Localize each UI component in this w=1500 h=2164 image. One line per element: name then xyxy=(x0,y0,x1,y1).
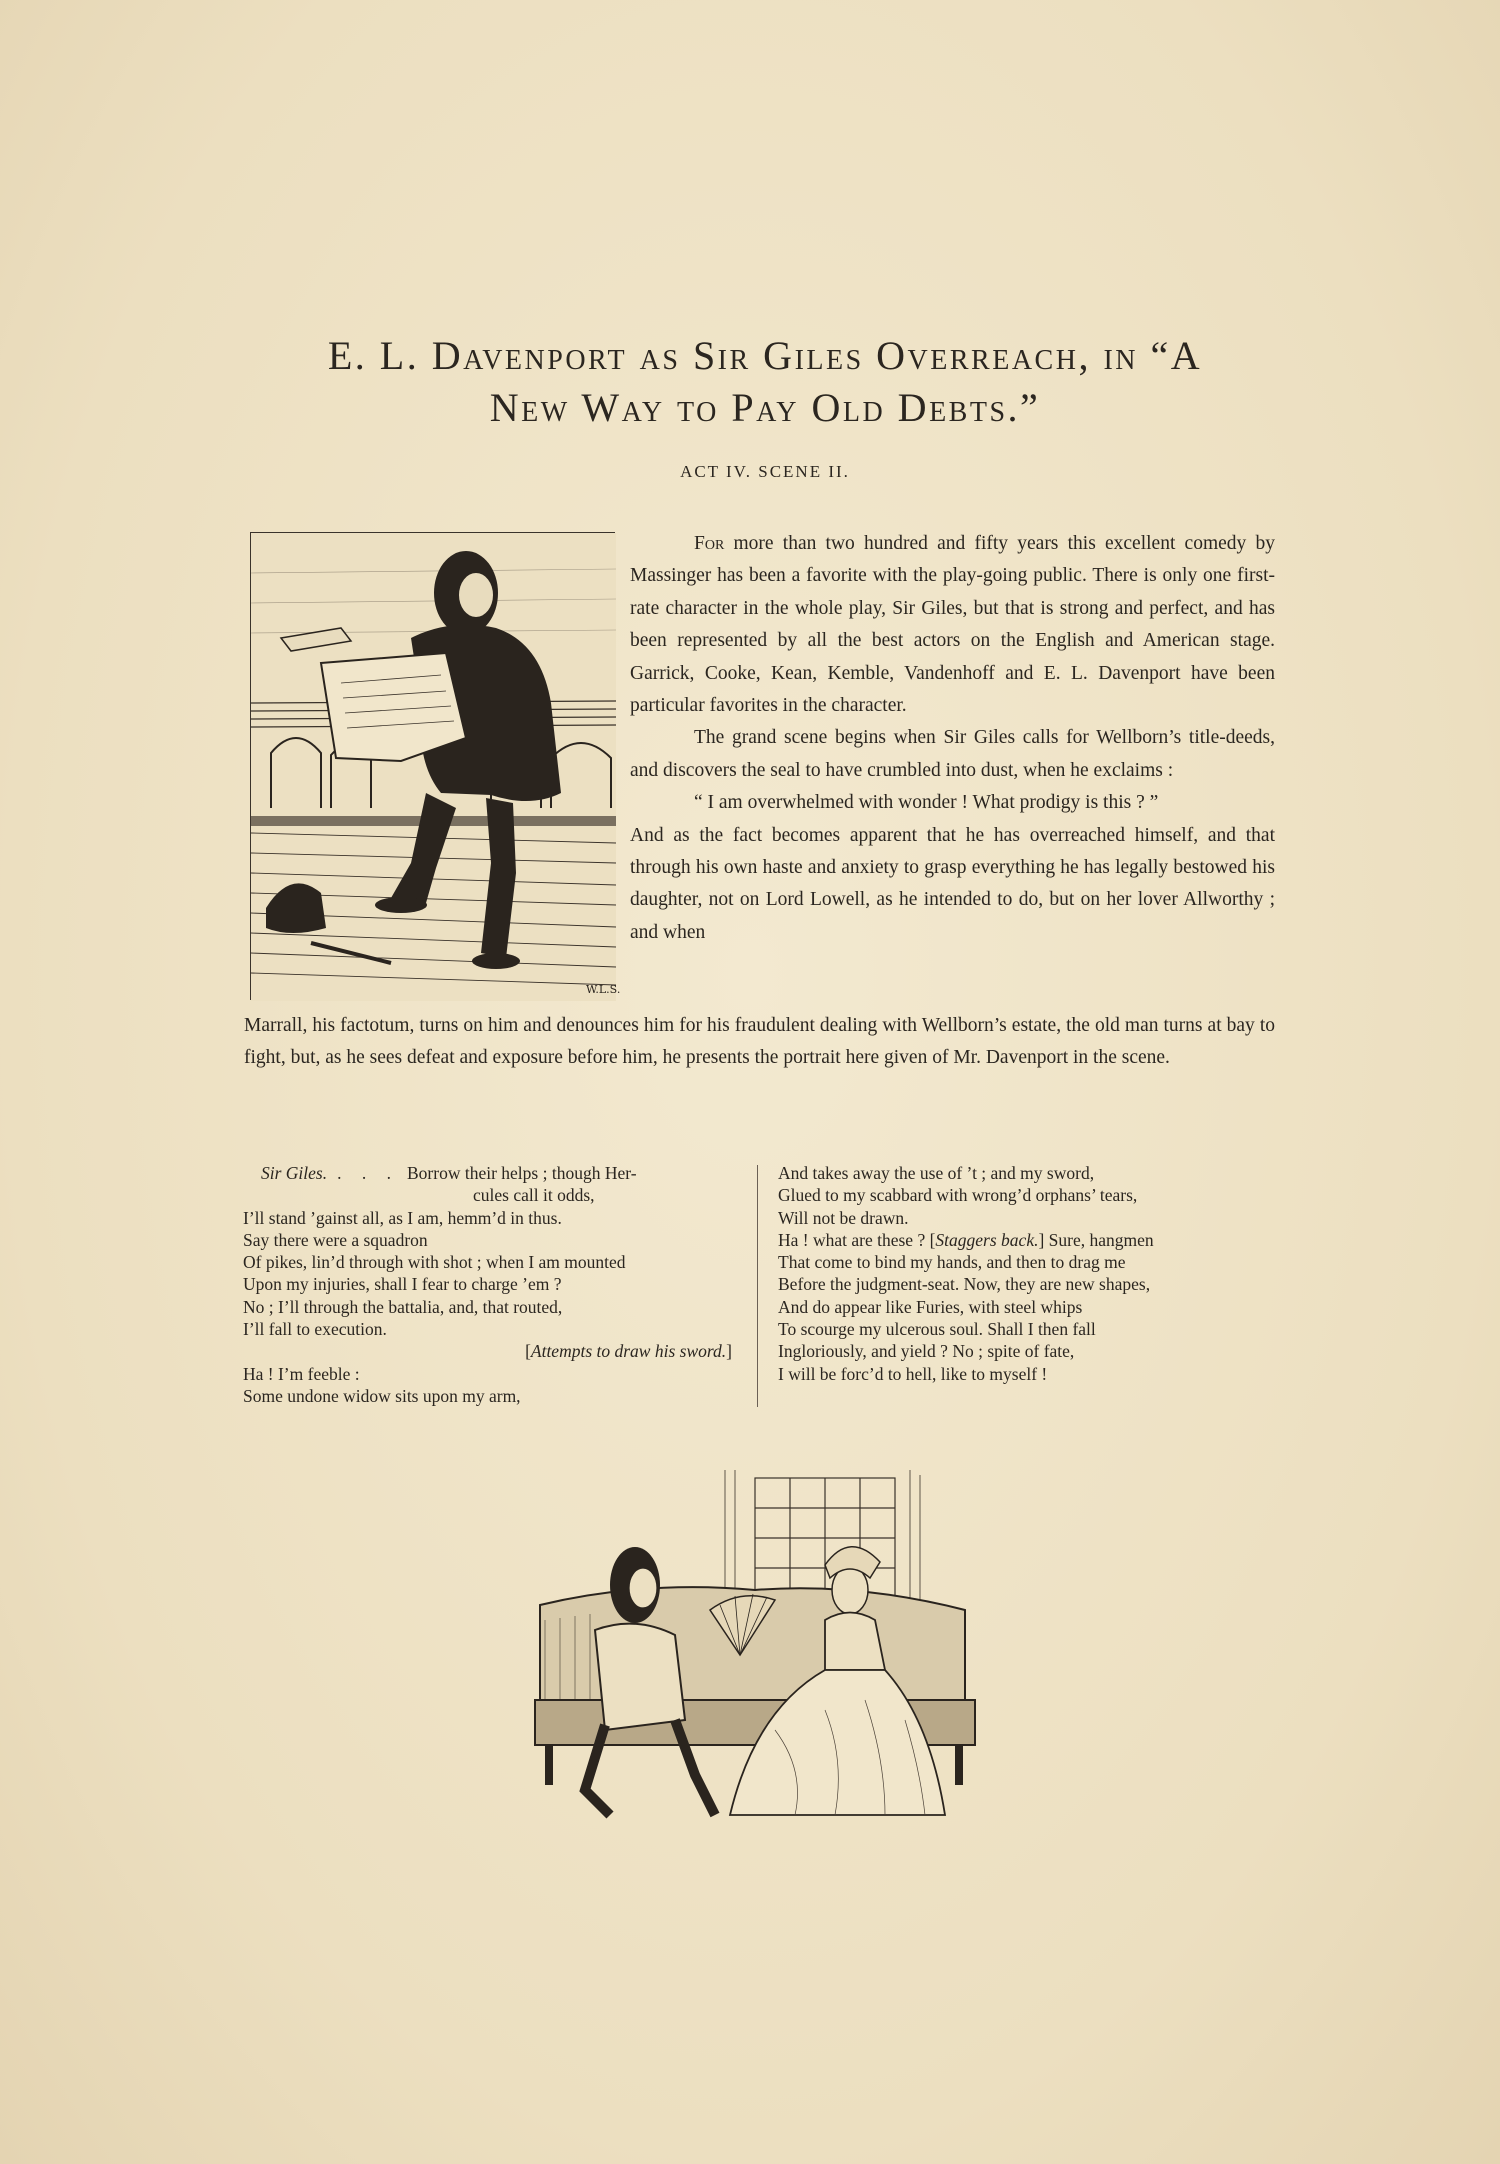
verse-line: Ha ! I’m feeble : xyxy=(243,1363,360,1384)
verse-first-line xyxy=(243,1162,740,1184)
verse-line: Some undone widow sits upon my arm, xyxy=(243,1385,521,1406)
verse-line: That come to bind my hands, and then to drag me xyxy=(778,1252,1126,1273)
stage-direction-1-text: Attempts to draw his sword. xyxy=(530,1341,727,1362)
verse-line: I’ll fall to execution. xyxy=(243,1319,387,1340)
verse-line-with-direction: Ha ! what are these ? [Staggers back.] Sure, hangmen xyxy=(778,1229,1154,1250)
paragraph-2: The grand scene begins when Sir Giles calls for Wellborn’s title-deeds, and discovers the seal to have crumbled into dust, when he exclaims : xyxy=(630,727,1275,781)
verse-line: No ; I’ll through the battalia, and, that routed, xyxy=(243,1296,563,1317)
paragraph-1 xyxy=(630,528,1275,722)
engraving-sir-giles xyxy=(251,533,621,1001)
speaker-dots: . . . xyxy=(337,1163,399,1183)
verse-line: And do appear like Furies, with steel whips xyxy=(778,1296,1083,1317)
stage-direction-1: [Attempts to draw his sword.] xyxy=(525,1341,732,1362)
verse-line: Say there were a squadron xyxy=(243,1229,428,1250)
stage-direction-2-text: Staggers back. xyxy=(935,1229,1039,1250)
act-scene-subtitle: ACT IV. SCENE II. xyxy=(680,462,850,481)
verse-line-continuation: cules call it odds, xyxy=(473,1185,595,1206)
illustration-signature: W.L.S. xyxy=(586,983,621,996)
verse-line: Will not be drawn. xyxy=(778,1207,909,1228)
paragraph-1-text: more than two hundred and fifty years this excellent comedy by Massinger has been a favorite with the play-going public. There is only one first-rate character in the whole play, Sir Giles, but that is strong and perfect, and has been represented by all the best actors on the English and American stage. Garrick, Cooke, Kean, Kemble, Vandenhoff and E. L. Davenport have been particular favorites in the character. xyxy=(630,533,1275,717)
verse-line: I’ll stand ’gainst all, as I am, hemm’d in thus. xyxy=(243,1207,562,1228)
article-top xyxy=(630,528,1275,949)
verse-line: Of pikes, lin’d through with shot ; when I am mounted xyxy=(243,1252,626,1273)
sir-giles-illustration xyxy=(250,532,621,1000)
verse-line: Ingloriously, and yield ? No ; spite of fate, xyxy=(778,1341,1075,1362)
drop-word: For xyxy=(694,533,725,554)
verse-line-pre: Ha ! what are these ? xyxy=(778,1229,926,1250)
title-line-2: New Way to Pay Old Debts.” xyxy=(489,385,1041,430)
paragraph-3-bottom: Marrall, his factotum, turns on him and denounces him for his fraudulent dealing with Wellborn’s estate, the old man turns at bay to fight, but, as he sees defeat and exposure before him, he presents the portrait here given of Mr. Davenport in the scene. xyxy=(244,1015,1275,1069)
couple-on-settee-illustration xyxy=(525,1470,987,1830)
speaker-name: Sir Giles. xyxy=(261,1163,328,1183)
engraving-couple xyxy=(525,1470,987,1830)
verse-left-column xyxy=(243,1162,740,1407)
verse-right-column xyxy=(778,1162,1278,1385)
verse-line: To scourge my ulcerous soul. Shall I then fall xyxy=(778,1319,1096,1340)
column-divider xyxy=(757,1165,758,1407)
paragraph-3-top: And as the fact becomes apparent that he has overreached himself, and that through his own haste and anxiety to grasp everything he has legally bestowed his daughter, not on Lord Lowell, as he intended to do, but on her lover Allworthy ; and when xyxy=(630,824,1275,943)
verse-line: I will be forc’d to hell, like to myself ! xyxy=(778,1363,1048,1384)
title-line-1: E. L. Davenport as Sir Giles Overreach, in “A xyxy=(327,333,1203,378)
verse-line: Upon my injuries, shall I fear to charge ’em ? xyxy=(243,1274,562,1295)
verse-line-post: Sure, hangmen xyxy=(1048,1229,1154,1250)
verse-line-first: Borrow their helps ; though Her- xyxy=(407,1163,637,1183)
verse-line: Glued to my scabbard with wrong’d orphans’ tears, xyxy=(778,1185,1138,1206)
page-title xyxy=(200,330,1330,434)
verse-line: And takes away the use of ’t ; and my sword, xyxy=(778,1163,1095,1183)
exclamation-quote: “ I am overwhelmed with wonder ! What prodigy is this ? ” xyxy=(694,792,1159,814)
verse-line: Before the judgment-seat. Now, they are new shapes, xyxy=(778,1274,1151,1295)
article-bottom xyxy=(244,1010,1275,1075)
